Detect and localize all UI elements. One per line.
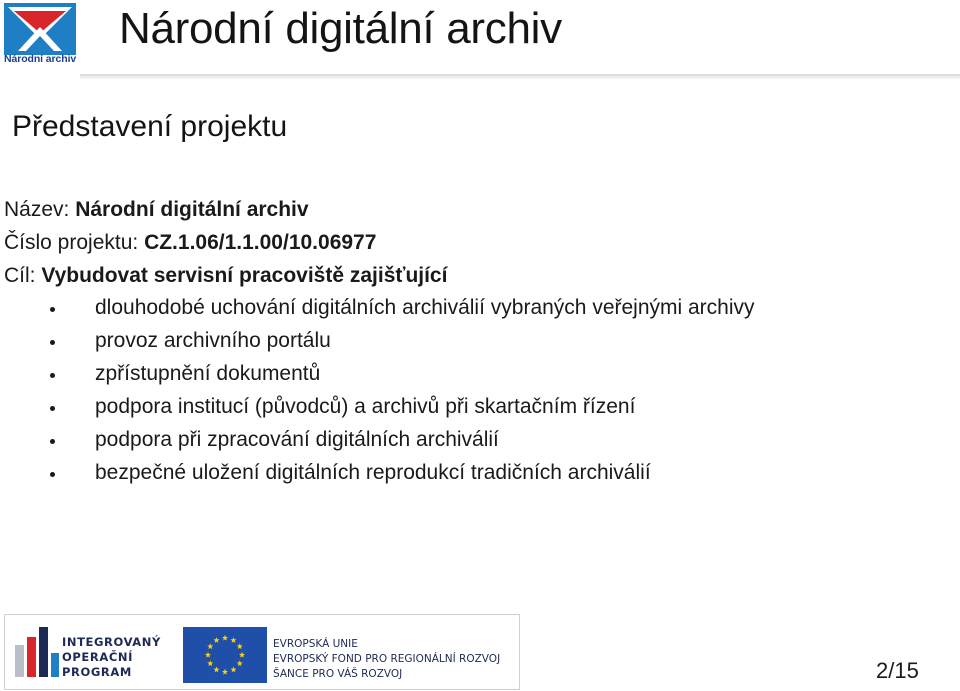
bullet-icon <box>50 340 55 345</box>
goal-text: dlouhodobé uchování digitálních archiválií vybraných veřejnými archivy <box>95 296 755 319</box>
goal-text: podpora při zpracování digitálních archiválií <box>95 428 499 451</box>
project-name-value: Národní digitální archiv <box>75 198 309 221</box>
goal-text: provoz archivního portálu <box>95 329 331 352</box>
goal-text: zpřístupnění dokumentů <box>95 362 321 385</box>
iop-logo-text <box>62 635 161 680</box>
eu-line: ŠANCE PRO VÁŠ ROZVOJ <box>273 668 403 680</box>
eu-flag-icon <box>183 627 267 683</box>
logo-caption: Národní archiv <box>4 53 77 65</box>
section-title: Představení projektu <box>12 110 288 143</box>
iop-line: PROGRAM <box>62 665 132 679</box>
project-goal-label: Cíl: <box>4 264 42 287</box>
project-number-line <box>4 231 376 255</box>
project-number-value: CZ.1.06/1.1.00/10.06977 <box>144 231 377 254</box>
goal-text: podpora institucí (původců) a archivů při skartačním řízení <box>95 395 636 418</box>
project-goal-value: Vybudovat servisní pracoviště zajišťující <box>41 264 448 287</box>
page-number: 2/15 <box>876 658 919 683</box>
iop-line: INTEGROVANÝ <box>62 635 161 649</box>
iop-logo-mark <box>15 627 59 677</box>
eu-line: EVROPSKÝ FOND PRO REGIONÁLNÍ ROZVOJ <box>273 653 501 665</box>
iop-line: OPERAČNÍ <box>62 650 133 664</box>
bullet-icon <box>50 373 55 378</box>
slide-header <box>0 0 960 74</box>
funding-logos <box>4 614 520 690</box>
project-goal-line <box>4 264 447 288</box>
bullet-icon <box>50 307 55 312</box>
project-number-label: Číslo projektu: <box>4 231 145 254</box>
slide-title: Národní digitální archiv <box>119 4 562 53</box>
bullet-icon <box>50 406 55 411</box>
eu-logo-text <box>273 637 500 682</box>
project-name-label: Název: <box>4 198 76 221</box>
bullet-icon <box>50 472 55 477</box>
header-divider <box>80 74 960 80</box>
project-name-line <box>4 198 309 222</box>
goal-text: bezpečné uložení digitálních reprodukcí tradičních archiválií <box>95 461 651 484</box>
eu-line: EVROPSKÁ UNIE <box>273 638 358 650</box>
bullet-icon <box>50 439 55 444</box>
